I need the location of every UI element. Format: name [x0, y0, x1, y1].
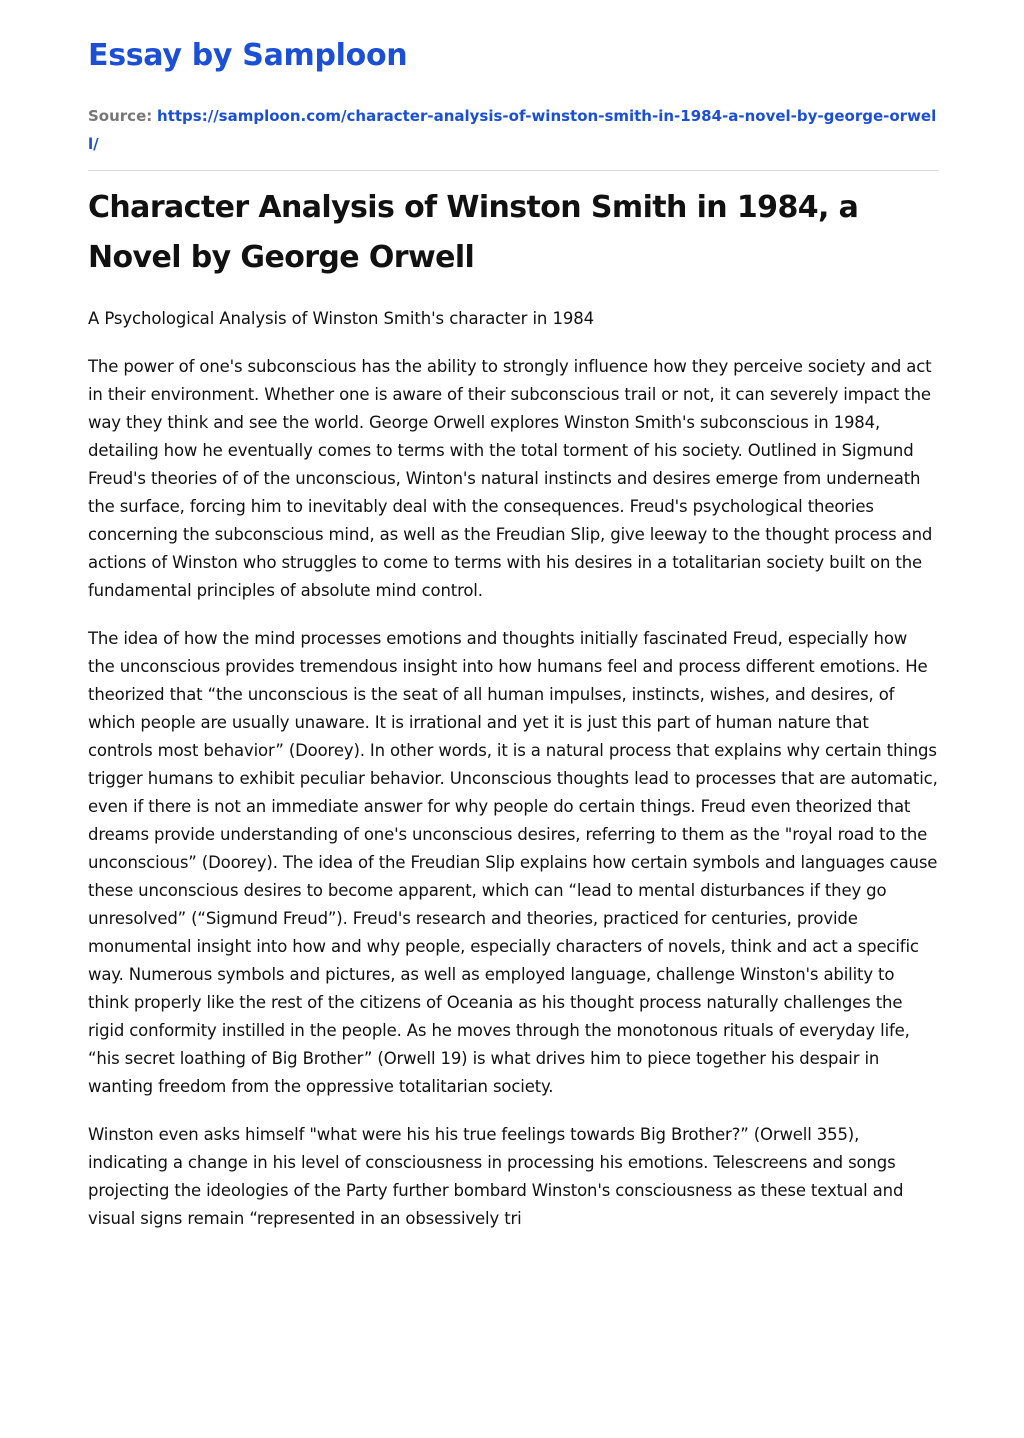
paragraph-1: The power of one's subconscious has the ability to strongly influence how they perceive society and act in their environment. Whether one is aware of their subconscious trail or not, it can severely impact the way they think and see the world. George Orwell explores Winston Smith's subconscious in 1984, detailing how he eventually comes to terms with the total torment of his society. Outlined in Sigmund Freud's theories of of the unconscious, Winton's natural instincts and desires emerge from underneath the surface, forcing him to inevitably deal with the consequences. Freud's psychological theories concerning the subconscious mind, as well as the Freudian Slip, give leeway to the thought process and actions of Winston who struggles to come to terms with his desires in a totalitarian society built on the fundamental principles of absolute mind control.: [88, 357, 933, 600]
article-title: Character Analysis of Winston Smith in 1984, a Novel by George Orwell: [88, 190, 859, 275]
paragraph-3: Winston even asks himself "what were his his true feelings towards Big Brother?” (Orwell 355), indicating a change in his level of consciousness in processing his emotions. Telescreens and songs projecting the ideologies of the Party further bombard Winston's consciousness as these textual and visual signs remain “represented in an obsessively tri: [88, 1125, 904, 1228]
essay-page: [88, 0, 938, 1233]
site-brand-title: Essay by Samploon: [88, 38, 408, 73]
header-divider: [88, 170, 938, 171]
source-label: Source:: [88, 107, 153, 125]
article-body: [88, 353, 938, 1233]
paragraph-2: The idea of how the mind processes emotions and thoughts initially fascinated Freud, especially how the unconscious provides tremendous insight into how humans feel and process different emotions. He theorized that “the unconscious is the seat of all human impulses, instincts, wishes, and desires, of which people are usually unaware. It is irrational and yet it is just this part of human nature that controls most behavior” (Doorey). In other words, it is a natural process that explains why certain things trigger humans to exhibit peculiar behavior. Unconscious thoughts lead to processes that are automatic, even if there is not an immediate answer for why people do certain things. Freud even theorized that dreams provide understanding of one's unconscious desires, referring to them as the "royal road to the unconscious” (Doorey). The idea of the Freudian Slip explains how certain symbols and languages cause these unconscious desires to become apparent, which can “lead to mental disturbances if they go unresolved” (“Sigmund Freud”). Freud's research and theories, practiced for centuries, provide monumental insight into how and why people, especially characters of novels, think and act a specific way. Numerous symbols and pictures, as well as employed language, challenge Winston's ability to think properly like the rest of the citizens of Oceania as his thought process naturally challenges the rigid conformity instilled in the people. As he moves through the monotonous rituals of everyday life, “his secret loathing of Big Brother” (Orwell 19) is what drives him to piece together his despair in wanting freedom from the oppressive totalitarian society.: [88, 629, 938, 1096]
source-line: [88, 102, 938, 158]
source-link[interactable]: https://samploon.com/character-analysis-of-winston-smith-in-1984-a-novel-by-george-orwell/: [88, 107, 937, 153]
article-subtitle: A Psychological Analysis of Winston Smith's character in 1984: [88, 309, 595, 328]
